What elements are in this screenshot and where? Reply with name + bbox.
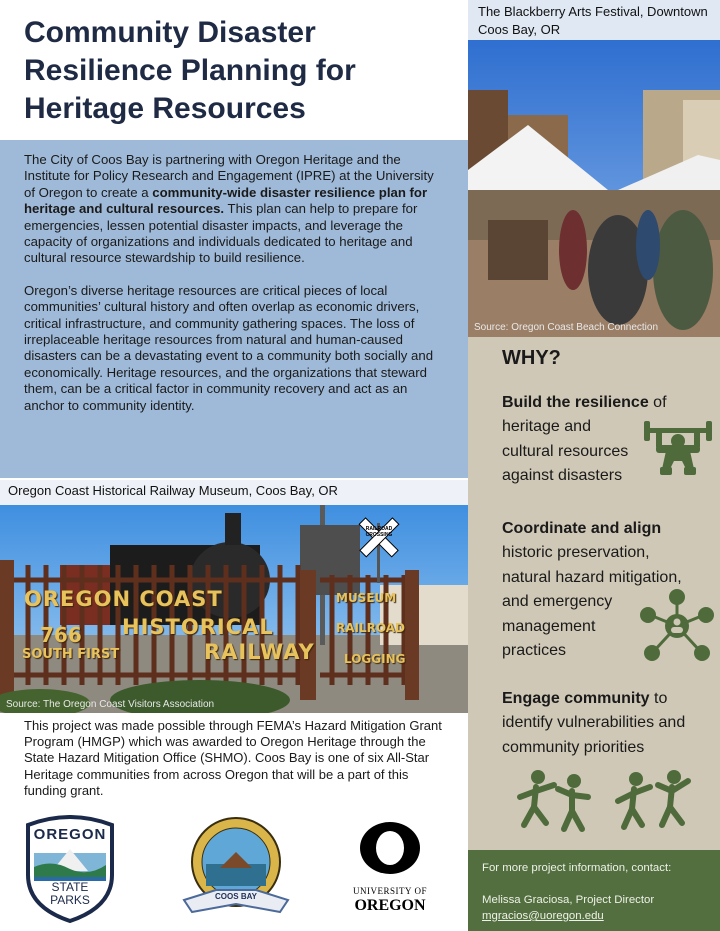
sign-number: 766 xyxy=(40,623,82,647)
sign-right-3: LOGGING xyxy=(344,652,406,666)
coos-bay-seal-text: COOS BAY xyxy=(215,892,257,901)
sign-line-1: OREGON COAST xyxy=(24,587,223,611)
contact-email-link[interactable]: mgracios@uoregon.edu xyxy=(482,910,604,922)
dancing-people-icon xyxy=(516,767,696,837)
page-title: Community Disaster Resilience Planning for Heritage Resources xyxy=(24,16,356,125)
parks-logo-bottom-text: STATE PARKS xyxy=(50,880,90,907)
uo-line-2: OREGON xyxy=(354,897,426,914)
network-people-icon xyxy=(638,587,716,665)
intro-section xyxy=(0,140,468,478)
why-heading: WHY? xyxy=(502,347,561,369)
contact-name: Melissa Graciosa, Project Director xyxy=(482,894,655,906)
uo-line-1: UNIVERSITY OF xyxy=(353,886,427,896)
intro-paragraph-1: The City of Coos Bay is partnering with Oregon Heritage and the Institute for Policy Research and Engagement (IPRE) at the University of Oregon to create a community-wide disaster resilience plan for heritage and cultural resources. This plan can help to prepare for emergencies, lessen potential disaster impacts, and leverage the capacity of organizations and individuals dedicated to heritage and cultural resource stewardship to build resilience. xyxy=(24,152,434,266)
festival-photo xyxy=(468,40,720,337)
railway-photo xyxy=(0,505,468,713)
contact-intro: For more project information, contact: xyxy=(482,862,672,874)
railway-photo-credit: Source: The Oregon Coast Visitors Association xyxy=(6,699,215,710)
sign-line-2: HISTORICAL xyxy=(122,615,274,639)
oregon-state-parks-logo xyxy=(22,815,118,923)
funding-paragraph: This project was made possible through FEMA’s Hazard Mitigation Grant Program (HMGP) which was awarded to Oregon Heritage through the State Hazard Mitigation Office (SHMO). Coos Bay is one of six All-Star Heritage communities from across Oregon that will be a part of this funding grant. xyxy=(24,718,442,798)
sign-right-2: RAILROAD xyxy=(336,621,406,635)
crossing-sign-text: RAILROAD CROSSING xyxy=(365,526,393,538)
festival-photo-credit: Source: Oregon Coast Beach Connection xyxy=(474,322,658,333)
university-of-oregon-logo xyxy=(350,818,430,924)
coos-bay-seal-logo xyxy=(176,812,296,924)
sign-right-1: MUSEUM xyxy=(336,591,397,605)
festival-scene-image xyxy=(468,40,720,337)
intro-paragraph-2: Oregon’s diverse heritage resources are critical pieces of local communities’ cultural history and often overlap as economic drivers, critical infrastructure, and community gathering spaces. The loss of irreplaceable heritage resources from natural and human-caused disasters can be a devastating event to a community both socially and economically. Heritage resources, and the organizations that steward them, can be a critical factor in community recovery and act as an anchor to community identity. xyxy=(24,282,434,413)
uo-o-icon xyxy=(350,818,430,880)
weightlifter-icon xyxy=(642,411,714,483)
festival-photo-caption: The Blackberry Arts Festival, Downtown Coos Bay, OR xyxy=(468,0,720,40)
coos-bay-seal-icon xyxy=(176,812,296,924)
why-item-engage: Engage community to identify vulnerabilities and community priorities xyxy=(502,690,686,756)
why-section xyxy=(468,337,720,850)
parks-logo-top-text: OREGON xyxy=(33,826,107,843)
sign-street: SOUTH FIRST xyxy=(22,647,120,662)
sign-line-3: RAILWAY xyxy=(204,640,315,664)
why-item-coordinate: Coordinate and align historic preservation, natural hazard mitigation, and emergency management practices xyxy=(502,520,682,660)
railway-photo-caption: Oregon Coast Historical Railway Museum, Coos Bay, OR xyxy=(0,480,468,505)
contact-box xyxy=(468,850,720,931)
why-item-resilience: Build the resilience of heritage and cultural resources against disasters xyxy=(502,394,667,485)
